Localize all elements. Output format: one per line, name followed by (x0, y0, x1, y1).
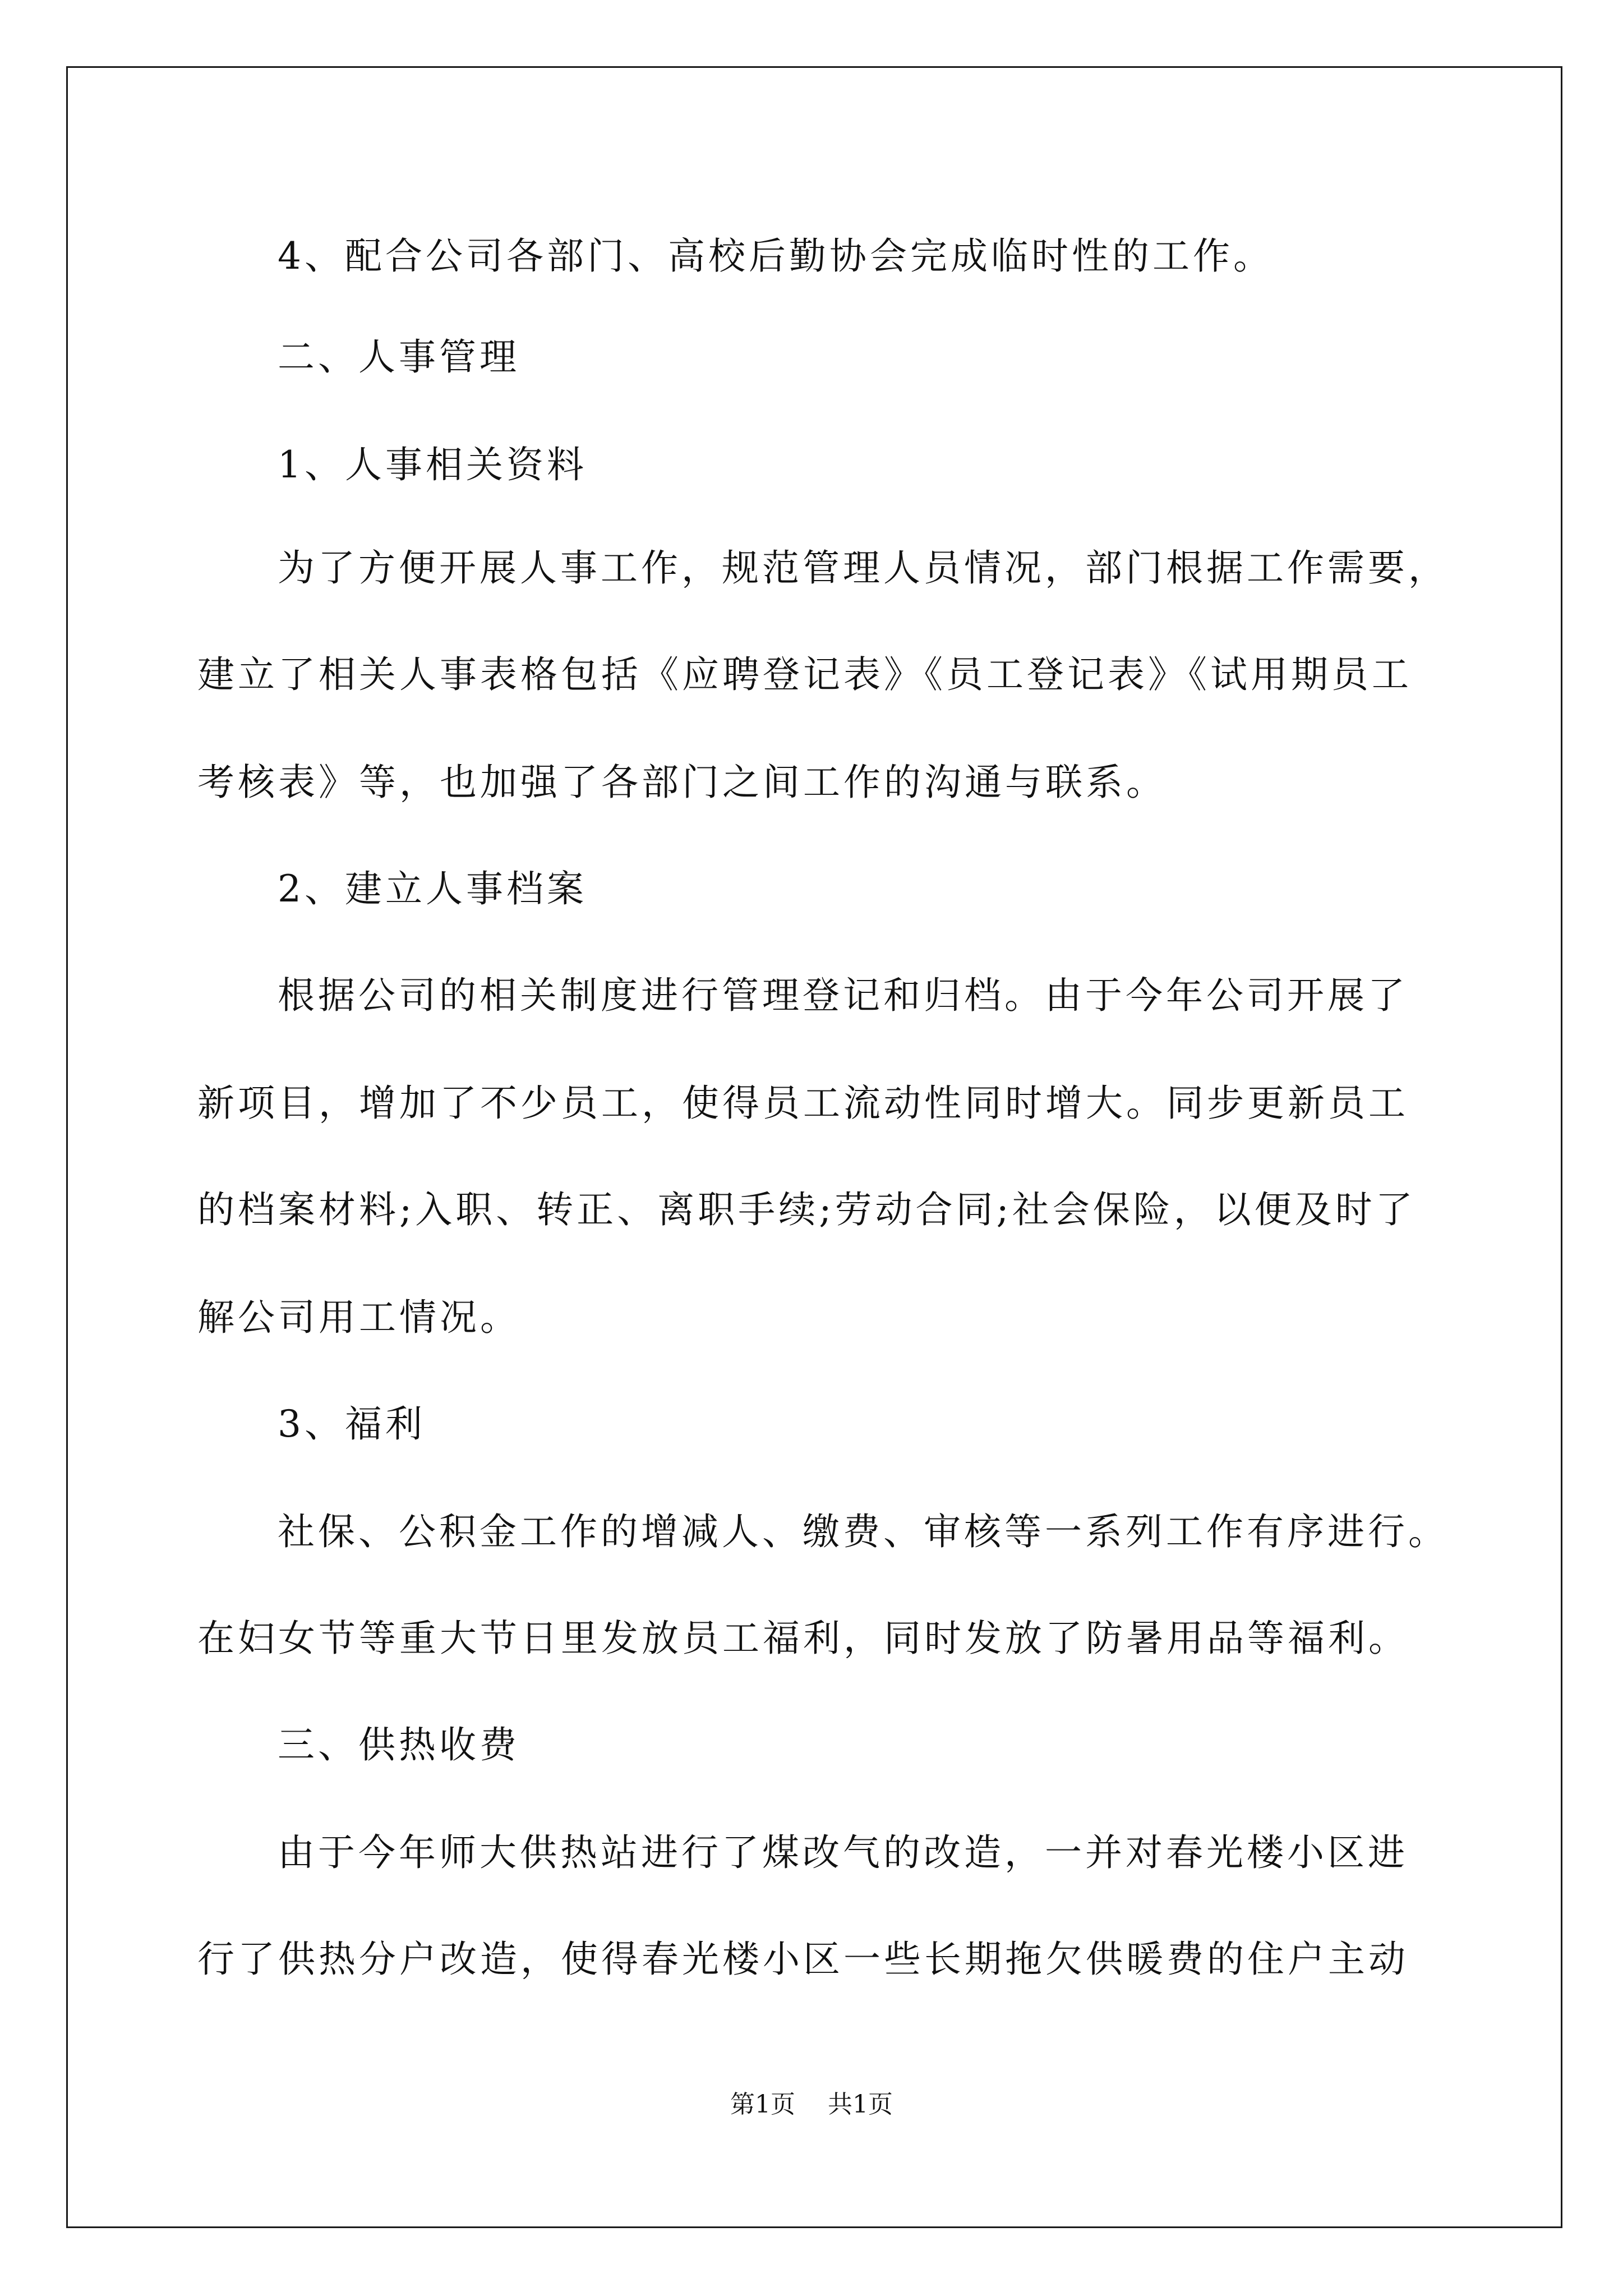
paragraph-line: 建立了相关人事表格包括《应聘登记表》《员工登记表》《试用期员工 (197, 653, 1412, 696)
page-border (66, 66, 1562, 2228)
section-heading: 二、人事管理 (278, 335, 520, 379)
paragraph-line: 4、配合公司各部门、高校后勤协会完成临时性的工作。 (278, 234, 1274, 278)
page-total: 共1页 (828, 2090, 893, 2119)
page-footer (0, 2084, 1623, 2120)
paragraph-line: 社保、公积金工作的增减人、缴费、审核等一系列工作有序进行。 (278, 1510, 1449, 1553)
page-number: 第1页 (730, 2090, 795, 2119)
paragraph-line: 根据公司的相关制度进行管理登记和归档。由于今年公司开展了 (278, 974, 1408, 1017)
paragraph-line: 在妇女节等重大节日里发放员工福利，同时发放了防暑用品等福利。 (197, 1617, 1409, 1660)
paragraph-line: 行了供热分户改造，使得春光楼小区一些长期拖欠供暖费的住户主动 (197, 1938, 1409, 1981)
paragraph-line: 新项目，增加了不少员工，使得员工流动性同时增大。同步更新员工 (197, 1082, 1409, 1125)
paragraph-line: 解公司用工情况。 (197, 1296, 520, 1339)
subsection-heading: 3、福利 (278, 1402, 426, 1446)
subsection-heading: 2、建立人事档案 (278, 867, 587, 910)
paragraph-line: 的档案材料;入职、转正、离职手续;劳动合同;社会保险，以便及时了 (197, 1188, 1416, 1231)
paragraph-line: 考核表》等，也加强了各部门之间工作的沟通与联系。 (197, 761, 1166, 804)
subsection-heading: 1、人事相关资料 (278, 443, 587, 486)
paragraph-line: 为了方便开展人事工作，规范管理人员情况，部门根据工作需要， (278, 546, 1449, 590)
paragraph-line: 由于今年师大供热站进行了煤改气的改造，一并对春光楼小区进 (278, 1831, 1408, 1874)
section-heading: 三、供热收费 (278, 1723, 520, 1766)
